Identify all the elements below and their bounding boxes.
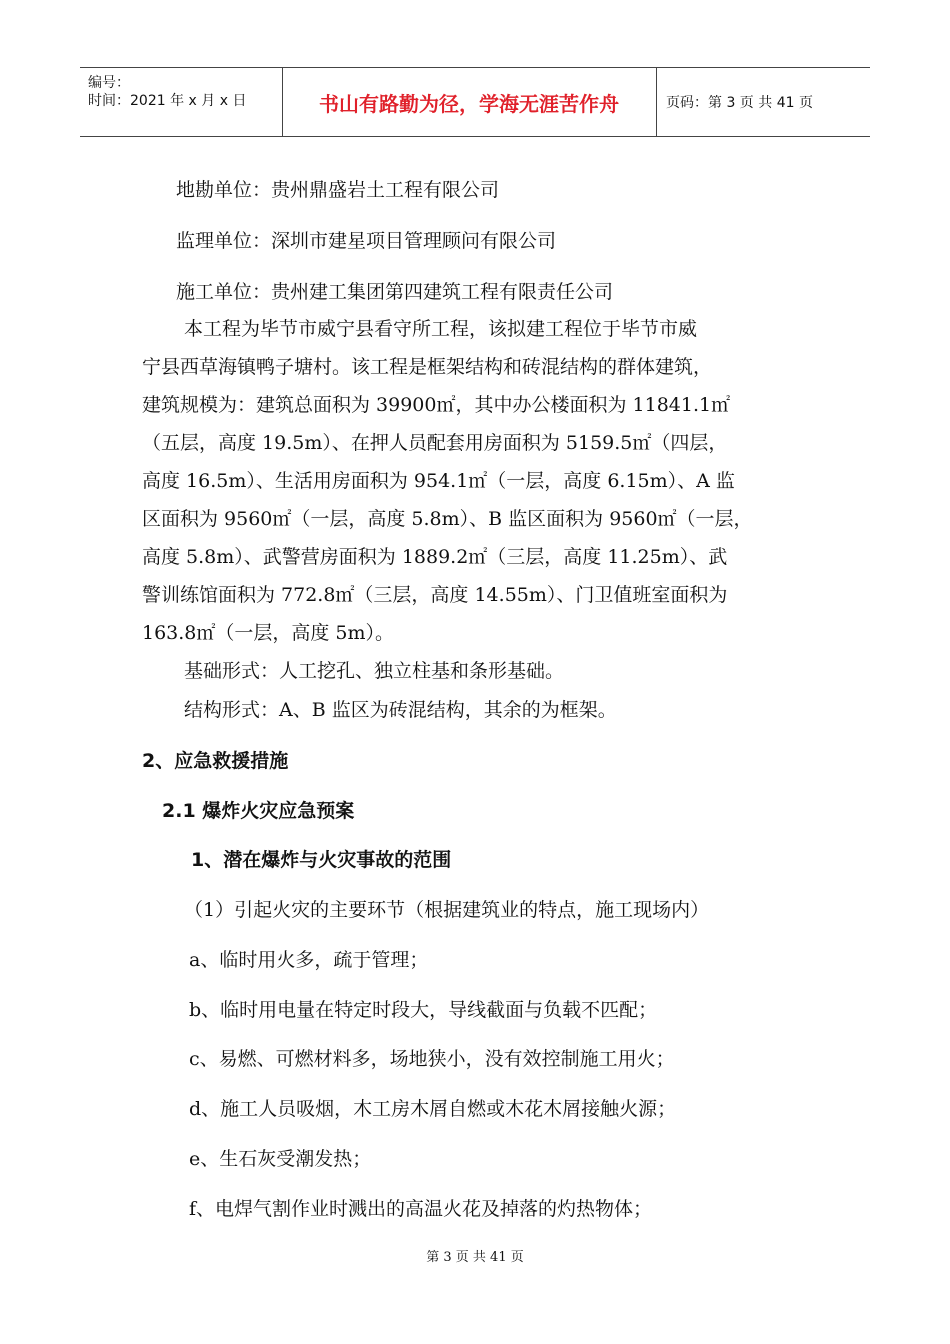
subsection-heading: 2.1 爆炸火灾应急预案 [162,800,355,822]
overview-line: 高度 16.5m）、生活用房面积为 954.1㎡（一层，高度 6.15m）、A 监 [142,470,735,492]
header-page-cell [656,68,870,136]
page-info: 页码：第 3 页 共 41 页 [666,95,813,111]
list-item: f、电焊气割作业时溅出的高温火花及掉落的灼热物体； [189,1198,653,1220]
item-intro: （1）引起火灾的主要环节（根据建筑业的特点，施工现场内） [184,899,710,921]
list-item: c、易燃、可燃材料多，场地狭小，没有效控制施工用火； [189,1048,675,1070]
list-item: b、临时用电量在特定时段大，导线截面与负载不匹配； [189,999,658,1021]
motto: 书山有路勤为径，学海无涯苦作舟 [319,91,619,116]
overview-line: 本工程为毕节市威宁县看守所工程，该拟建工程位于毕节市威 [184,318,698,340]
overview-line: （五层，高度 19.5m）、在押人员配套用房面积为 5159.5㎡（四层， [142,432,728,454]
overview-line: 高度 5.8m）、武警营房面积为 1889.2㎡（三层，高度 11.25m）、武 [142,546,728,568]
list-item: d、施工人员吸烟，木工房木屑自燃或木花木屑接触火源； [189,1098,677,1120]
survey-unit: 地勘单位：贵州鼎盛岩土工程有限公司 [176,179,500,201]
overview-line: 163.8㎡（一层，高度 5m）。 [142,622,395,644]
overview-line: 警训练馆面积为 772.8㎡（三层，高度 14.55m）、门卫值班室面积为 [142,584,728,606]
number-label: 编号： [88,75,130,91]
overview-line: 建筑规模为：建筑总面积为 39900㎡，其中办公楼面积为 11841.1㎡ [142,394,731,416]
overview-line: 区面积为 9560㎡（一层，高度 5.8m）、B 监区面积为 9560㎡（一层， [142,508,753,530]
structure-form: 结构形式：A、B 监区为砖混结构，其余的为框架。 [184,699,617,721]
date-label: 时间：2021 年 x 月 x 日 [88,93,247,109]
list-item: a、临时用火多，疏于管理； [189,949,429,971]
list-item: e、生石灰受潮发热； [189,1148,372,1170]
construction-unit: 施工单位：贵州建工集团第四建筑工程有限责任公司 [176,281,614,303]
supervision-unit: 监理单位：深圳市建星项目管理顾问有限公司 [176,230,557,252]
section-heading: 2、应急救援措施 [142,750,289,772]
topic-heading: 1、潜在爆炸与火灾事故的范围 [191,849,452,871]
header-motto-cell [282,68,657,136]
header-meta-cell [80,68,283,136]
foundation-form: 基础形式：人工挖孔、独立柱基和条形基础。 [184,660,565,682]
page-footer: 第 3 页 共 41 页 [426,1250,524,1265]
overview-line: 宁县西草海镇鸭子塘村。该工程是框架结构和砖混结构的群体建筑， [142,356,713,378]
page-header [80,67,870,137]
